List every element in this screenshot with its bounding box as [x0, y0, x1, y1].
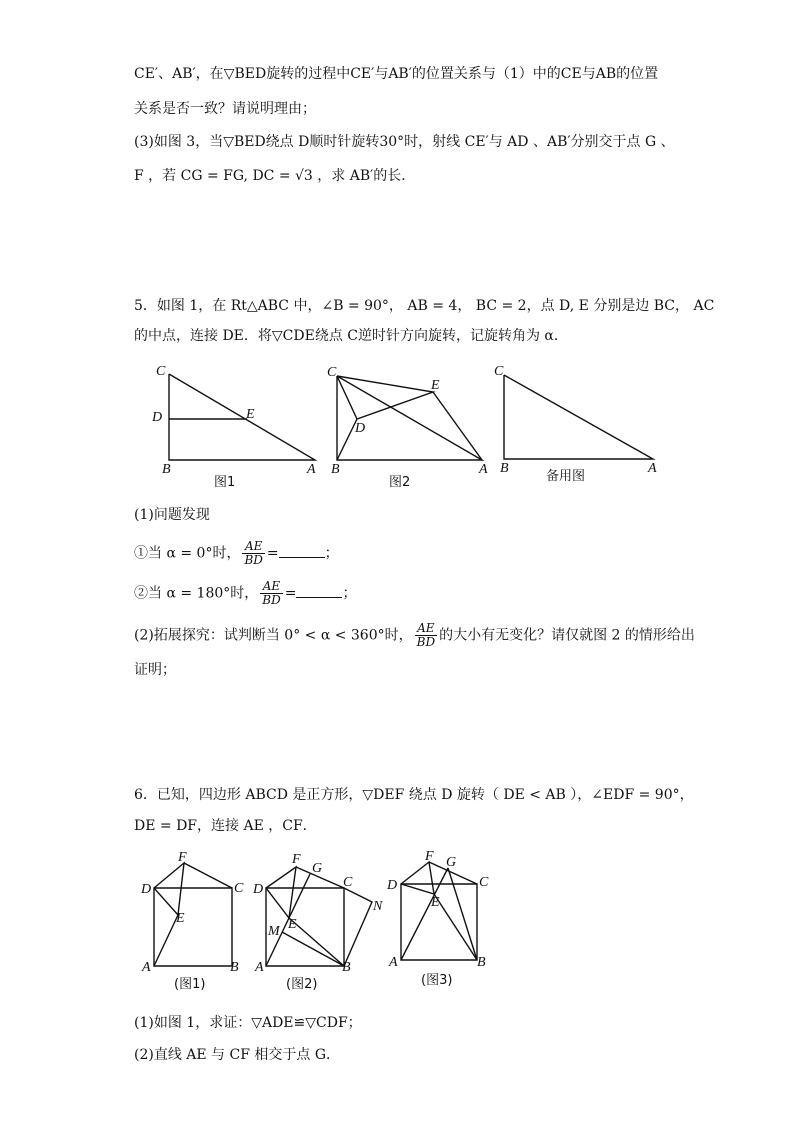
q6-fig1-triangle-def: [154, 863, 184, 915]
q5-part2-fraction: [415, 622, 437, 649]
q6-fig2-caption: (图2): [286, 977, 318, 992]
q5-fig2-label-e: E: [431, 378, 440, 393]
q5-part2-frac-num: AE: [415, 622, 437, 636]
q5-item1: [134, 540, 339, 567]
q5-item1-prefix: ①当 α = 0°时，: [134, 545, 241, 562]
q5-item2-eq: =: [284, 585, 297, 602]
q5-fig1-caption: 图1: [214, 475, 236, 490]
q5-part2-prefix: (2)拓展探究：试判断当 0° < α < 360°时，: [134, 627, 413, 644]
q5-item2-semicolon: ；: [342, 585, 357, 602]
q6-fig1-segment-fc: [184, 863, 232, 888]
q6-fig1-label-d: D: [141, 882, 152, 897]
q6-figure-2: [252, 850, 392, 1000]
q6-fig3-label-e: E: [431, 895, 440, 910]
q6-fig2-label-c: C: [343, 875, 353, 890]
q5-fig3-triangle: [504, 375, 653, 459]
q5-fig2-label-a: A: [479, 462, 488, 477]
q5-part2-line2: 证明；: [134, 662, 176, 678]
q5-fig1-label-b: B: [162, 462, 171, 477]
q4-line3: (3)如图 3，当▽BED绕点 D顺时针旋转30°时，射线 CE′与 AD 、AB′分别交于点 G 、: [134, 134, 675, 150]
q5-part2: [134, 622, 695, 649]
q5-fig2-caption: 图2: [389, 475, 411, 490]
q5-item2-answer-blank[interactable]: [296, 585, 342, 598]
q5-fig3-label-b: B: [500, 461, 509, 476]
q6-fig3-label-b: B: [477, 955, 486, 970]
q5-fig2-segment-bd: [337, 419, 357, 460]
q6-figure-3: [384, 848, 499, 998]
q6-fig1-label-a: A: [142, 960, 151, 975]
q6-fig2-label-b: B: [342, 960, 351, 975]
q6-fig2-segment-eb: [289, 918, 344, 966]
q6-fig1-label-b: B: [230, 960, 239, 975]
q5-fig1-label-c: C: [156, 364, 166, 379]
q5-fig2-triangle-cde: [337, 376, 433, 419]
q6-fig1-label-c: C: [234, 881, 244, 896]
q5-fig1-triangle: [169, 374, 315, 460]
q6-fig3-segment-eb: [434, 894, 477, 960]
q6-fig2-label-a: A: [255, 960, 264, 975]
q4-line1c: CE′与AB′的位置关系与（1）中的CE与AB的位置: [350, 66, 659, 82]
q6-part1: (1)如图 1，求证：▽ADE≌▽CDF；: [134, 1015, 362, 1031]
q6-fig2-label-e: E: [288, 917, 297, 932]
q5-item1-answer-blank[interactable]: [279, 545, 325, 558]
q5-fig1-label-d: D: [152, 410, 163, 425]
q5-item1-fraction: [242, 540, 264, 567]
q4-line1b: BED旋转的过程中: [234, 66, 351, 82]
q5-fig3-label-a: A: [648, 461, 657, 476]
q5-item2-prefix: ②当 α = 180°时，: [134, 585, 259, 602]
q6-part2: (2)直线 AE 与 CF 相交于点 G．: [134, 1047, 341, 1063]
q4-line4: F ，若 CG = FG, DC = √3 ，求 AB′的长．: [134, 168, 416, 184]
q5-fig2-segment-ae: [433, 392, 482, 460]
q6-fig2-label-n: N: [373, 899, 383, 914]
triangle-symbol-icon: ▽: [223, 66, 235, 82]
q5-fig1-label-a: A: [307, 462, 316, 477]
q5-item1-semicolon: ；: [324, 545, 339, 562]
q6-fig2-label-g: G: [312, 861, 323, 876]
q6-fig3-label-f: F: [425, 849, 434, 864]
q6-fig2-square-bn: [344, 888, 372, 966]
q5-part2-suffix: 的大小有无变化？请仅就图 2 的情形给出: [439, 627, 695, 644]
q5-stem-line2: 的中点，连接 DE．将▽CDE绕点 C逆时针方向旋转，记旋转角为 α．: [134, 328, 568, 344]
q6-fig3-caption: (图3): [421, 973, 453, 988]
q6-stem-line2: DE = DF，连接 AE ，CF．: [134, 818, 317, 834]
q5-fig2-label-c: C: [327, 365, 337, 380]
q6-fig1-caption: (图1): [174, 977, 206, 992]
q6-figure-1: [138, 850, 253, 1000]
q5-item2-frac-den: BD: [262, 593, 281, 607]
q6-fig3-segment-ag: [401, 868, 448, 960]
q6-fig1-label-f: F: [178, 850, 187, 865]
q5-fig3-caption: 备用图: [546, 469, 586, 484]
q4-line1a: CE′、AB′，在: [134, 66, 224, 82]
q6-fig2-label-m: M: [268, 924, 280, 939]
q5-item1-frac-num: AE: [242, 540, 264, 554]
q5-figure-backup: [490, 362, 665, 492]
q6-fig3-triangle-def: [401, 862, 434, 894]
q6-fig3-label-g: G: [446, 855, 457, 870]
q5-item1-frac-den: BD: [244, 553, 263, 567]
q6-fig3-label-d: D: [387, 878, 398, 893]
q4-line1: [134, 64, 658, 84]
q6-fig2-label-f: F: [292, 852, 301, 867]
q5-part1-title: (1)问题发现: [134, 507, 210, 523]
q6-fig1-segment-ae: [154, 915, 178, 966]
q5-stem-line1: 5．如图 1，在 Rt△ABC 中，∠B = 90°， AB = 4， BC = 2，点 D, E 分别是边 BC， AC: [134, 298, 715, 314]
q5-item2-frac-num: AE: [260, 580, 282, 594]
q5-fig2-label-d: D: [355, 421, 366, 436]
q6-fig2-segment-mb: [282, 932, 344, 966]
q5-item2-fraction: [260, 580, 282, 607]
q5-figure-2: [325, 362, 495, 492]
q5-fig1-label-e: E: [246, 407, 255, 422]
q5-figure-1: [150, 362, 325, 492]
q4-line2: 关系是否一致？请说明理由；: [134, 101, 316, 117]
q5-item1-eq: =: [266, 545, 279, 562]
q6-fig2-label-d: D: [253, 882, 264, 897]
q6-stem-line1: 6．已知，四边形 ABCD 是正方形，▽DEF 绕点 D 旋转（ DE < AB ），∠EDF = 90°，: [134, 787, 694, 803]
q6-fig1-square: [154, 888, 232, 966]
q5-fig2-label-b: B: [331, 462, 340, 477]
q6-fig3-label-c: C: [479, 875, 489, 890]
q5-part2-frac-den: BD: [416, 635, 436, 649]
q5-item2: [134, 580, 356, 607]
q6-fig2-triangle-def: [266, 867, 296, 918]
q5-fig3-label-c: C: [494, 364, 504, 379]
q6-fig1-label-e: E: [176, 911, 185, 926]
q6-fig3-label-a: A: [389, 955, 398, 970]
